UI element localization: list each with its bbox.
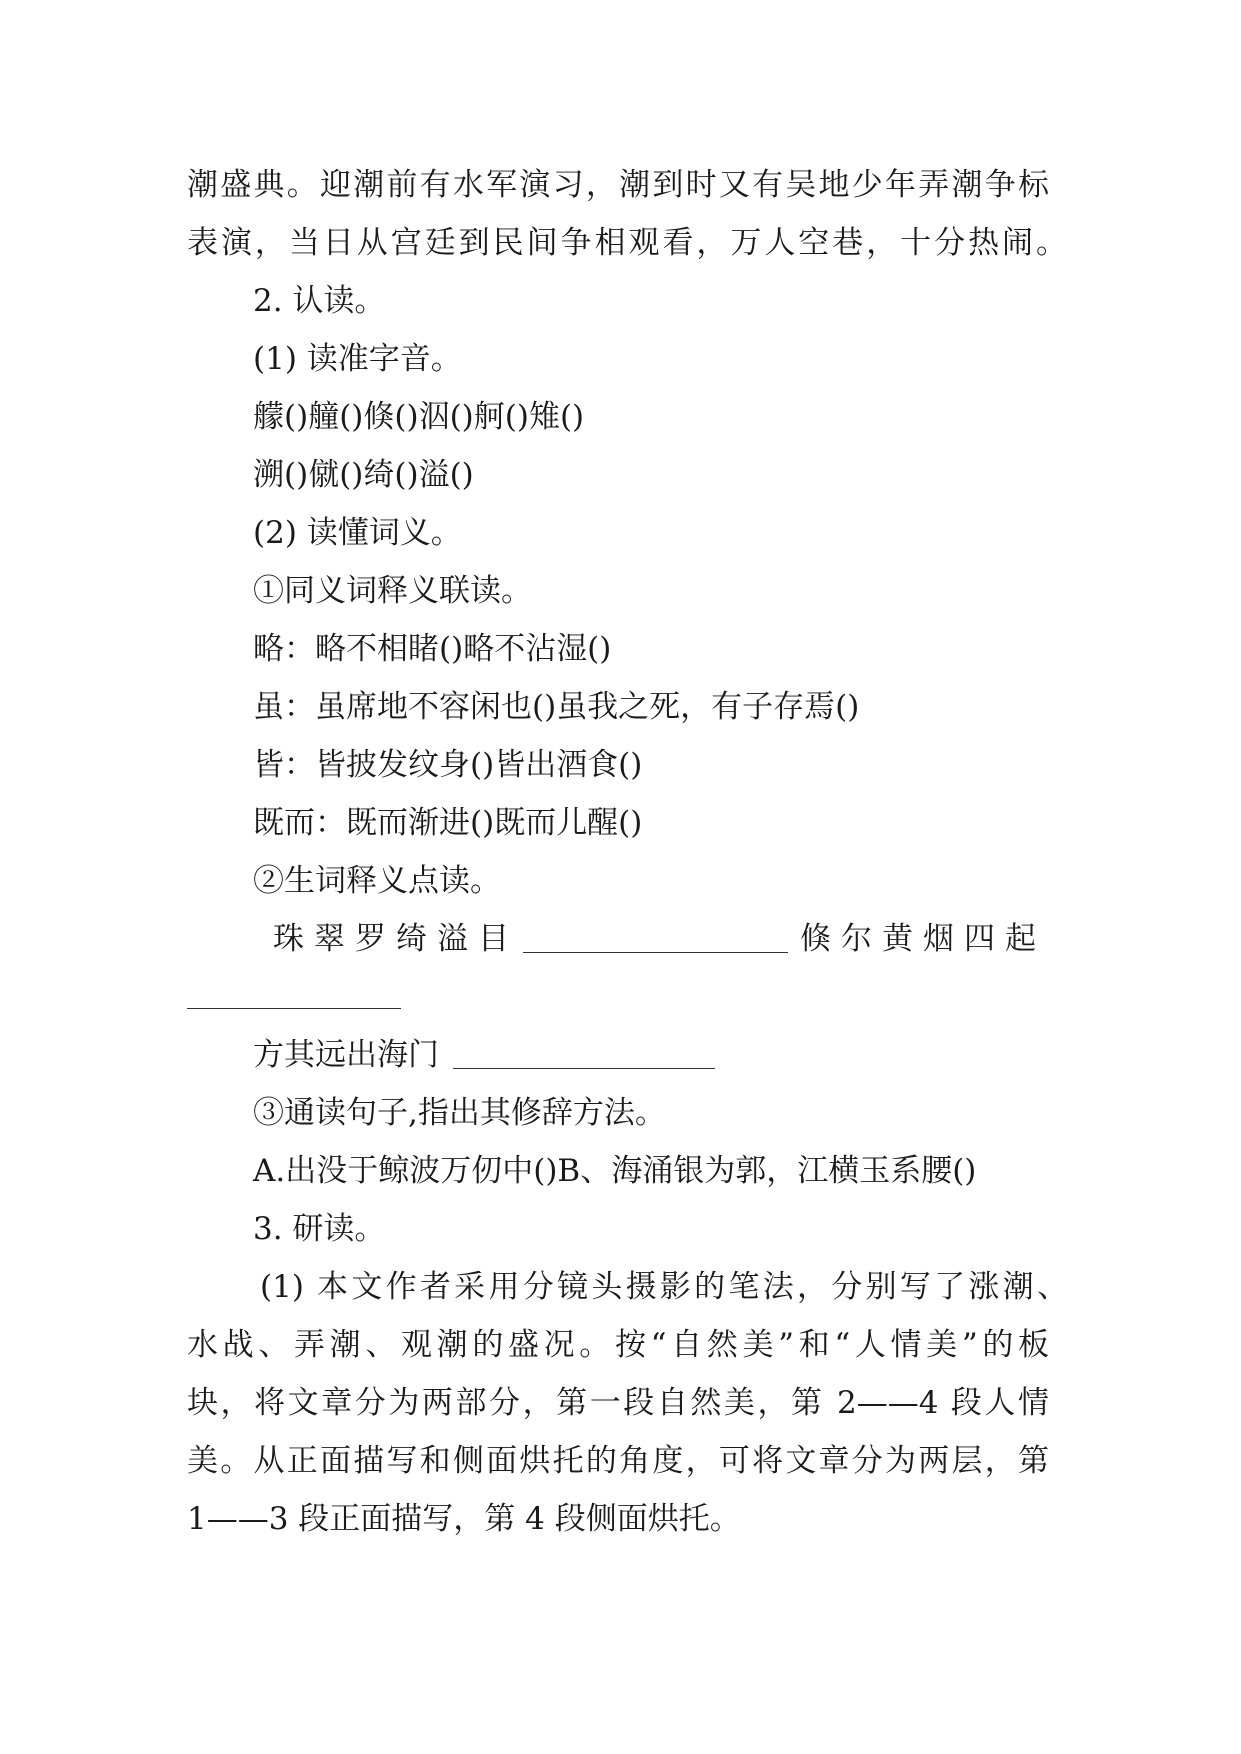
pronunciation-line-2: 溯()僦()绮()溢() (253, 457, 474, 493)
synonym-line-jier: 既而：既而渐进()既而儿醒() (253, 805, 643, 841)
subheading-pronunciation: (1) 读准字音。 (253, 341, 462, 377)
synonym-heading: ①同义词释义联读。 (253, 573, 532, 609)
analysis-line-4: 美。从正面描写和侧面烘托的角度，可将文章分为两层，第 (187, 1443, 1049, 1479)
analysis-line-2: 水战、弄潮、观潮的盛况。按“自然美”和“人情美”的板 (187, 1327, 1049, 1363)
pronunciation-line-1: 艨()艟()倏()泅()舸()雉() (253, 399, 585, 435)
analysis-line-3: 块，将文章分为两部分，第一段自然美，第 2——4 段人情 (187, 1385, 1049, 1421)
blank-line-1 (523, 952, 788, 953)
section-heading-2: 2. 认读。 (253, 283, 386, 319)
vocab-item-2: 倏尔黄烟四起 (800, 921, 1046, 957)
analysis-line-5: 1——3 段正面描写，第 4 段侧面烘托。 (187, 1501, 741, 1537)
analysis-line-1: (1) 本文作者采用分镜头摄影的笔法，分别写了涨潮、 (260, 1269, 1068, 1305)
paragraph-line-1: 潮盛典。迎潮前有水军演习，潮到时又有吴地少年弄潮争标 (187, 167, 1049, 203)
synonym-line-sui: 虽：虽席地不容闲也()虽我之死，有子存焉() (253, 689, 860, 725)
blank-line-2 (187, 1008, 401, 1009)
vocab-heading: ②生词释义点读。 (253, 863, 501, 899)
synonym-line-lue: 略：略不相睹()略不沾湿() (253, 631, 612, 667)
section-heading-3: 3. 研读。 (253, 1211, 386, 1247)
rhetoric-line: A.出没于鲸波万仞中()B、海涌银为郭，江横玉系腰() (253, 1153, 977, 1189)
blank-line-3 (453, 1068, 715, 1069)
paragraph-line-2: 表演，当日从宫廷到民间争相观看，万人空巷，十分热闹。 (187, 225, 1067, 261)
vocab-item-1: 珠翠罗绮溢目 (273, 921, 519, 957)
rhetoric-heading: ③通读句子,指出其修辞方法。 (253, 1095, 666, 1131)
vocab-item-3: 方其远出海门 (253, 1037, 439, 1073)
subheading-meaning: (2) 读懂词义。 (253, 515, 462, 551)
synonym-line-jie: 皆：皆披发纹身()皆出酒食() (253, 747, 643, 783)
